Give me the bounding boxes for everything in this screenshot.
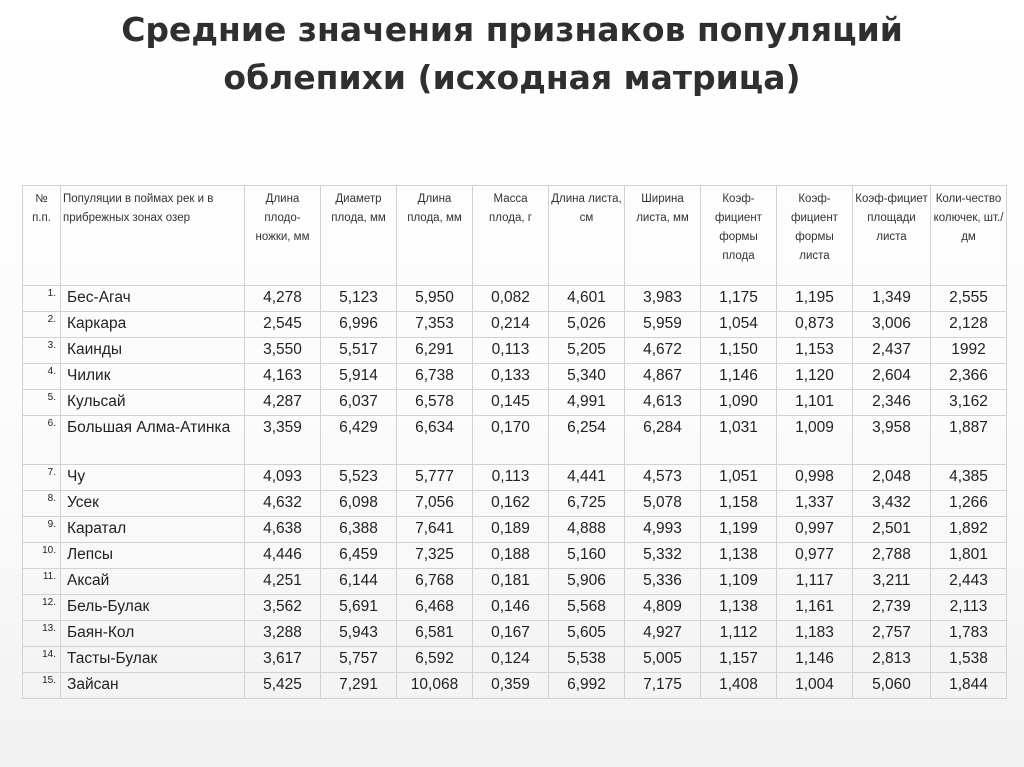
column-header-trait: Коли-чество колючек, шт./дм — [931, 186, 1007, 286]
population-name-cell: Бель-Булак — [61, 595, 245, 621]
value-cell: 4,991 — [549, 390, 625, 416]
column-header-trait: Коэф-фициент формы листа — [777, 186, 853, 286]
row-number-cell: 8. — [23, 491, 61, 517]
value-cell: 6,284 — [625, 416, 701, 465]
value-cell: 4,573 — [625, 465, 701, 491]
table-row — [23, 517, 1007, 543]
value-cell: 7,641 — [397, 517, 473, 543]
value-cell: 1,150 — [701, 338, 777, 364]
value-cell: 2,501 — [853, 517, 931, 543]
population-name-cell: Бес-Агач — [61, 286, 245, 312]
value-cell: 5,332 — [625, 543, 701, 569]
value-cell: 4,278 — [245, 286, 321, 312]
page-title-line2: облепихи (исходная матрица) — [223, 58, 801, 97]
value-cell: 1,783 — [931, 621, 1007, 647]
value-cell: 4,993 — [625, 517, 701, 543]
value-cell: 1,158 — [701, 491, 777, 517]
value-cell: 4,613 — [625, 390, 701, 416]
value-cell: 2,443 — [931, 569, 1007, 595]
table-body — [23, 286, 1007, 699]
row-number-cell: 12. — [23, 595, 61, 621]
value-cell: 1,801 — [931, 543, 1007, 569]
value-cell: 2,739 — [853, 595, 931, 621]
table-row — [23, 673, 1007, 699]
population-name-cell: Зайсан — [61, 673, 245, 699]
value-cell: 2,048 — [853, 465, 931, 491]
value-cell: 4,927 — [625, 621, 701, 647]
value-cell: 0,170 — [473, 416, 549, 465]
value-cell: 6,634 — [397, 416, 473, 465]
value-cell: 1,146 — [701, 364, 777, 390]
value-cell: 6,738 — [397, 364, 473, 390]
value-cell: 3,211 — [853, 569, 931, 595]
value-cell: 5,777 — [397, 465, 473, 491]
value-cell: 6,468 — [397, 595, 473, 621]
value-cell: 5,950 — [397, 286, 473, 312]
value-cell: 1,031 — [701, 416, 777, 465]
value-cell: 1,538 — [931, 647, 1007, 673]
value-cell: 1,112 — [701, 621, 777, 647]
value-cell: 3,006 — [853, 312, 931, 338]
value-cell: 4,163 — [245, 364, 321, 390]
population-name-cell: Каркара — [61, 312, 245, 338]
column-header-trait: Диаметр плода, мм — [321, 186, 397, 286]
table-row — [23, 543, 1007, 569]
value-cell: 4,638 — [245, 517, 321, 543]
column-header-trait: Ширина листа, мм — [625, 186, 701, 286]
table-row — [23, 595, 1007, 621]
value-cell: 2,437 — [853, 338, 931, 364]
column-header-trait: Коэф-фициет площади листа — [853, 186, 931, 286]
value-cell: 6,592 — [397, 647, 473, 673]
value-cell: 4,441 — [549, 465, 625, 491]
row-number-cell: 6. — [23, 416, 61, 465]
table-row — [23, 491, 1007, 517]
value-cell: 5,691 — [321, 595, 397, 621]
value-cell: 0,998 — [777, 465, 853, 491]
row-number-cell: 11. — [23, 569, 61, 595]
value-cell: 3,359 — [245, 416, 321, 465]
value-cell: 3,550 — [245, 338, 321, 364]
value-cell: 2,555 — [931, 286, 1007, 312]
table-row — [23, 312, 1007, 338]
value-cell: 0,214 — [473, 312, 549, 338]
value-cell: 2,604 — [853, 364, 931, 390]
population-name-cell: Усек — [61, 491, 245, 517]
value-cell: 7,175 — [625, 673, 701, 699]
value-cell: 1,138 — [701, 595, 777, 621]
value-cell: 5,340 — [549, 364, 625, 390]
value-cell: 0,146 — [473, 595, 549, 621]
value-cell: 1,195 — [777, 286, 853, 312]
value-cell: 1,199 — [701, 517, 777, 543]
value-cell: 1,157 — [701, 647, 777, 673]
value-cell: 5,914 — [321, 364, 397, 390]
value-cell: 2,366 — [931, 364, 1007, 390]
table-row — [23, 465, 1007, 491]
row-number-cell: 15. — [23, 673, 61, 699]
table-header-row — [23, 186, 1007, 286]
row-number-cell: 1. — [23, 286, 61, 312]
value-cell: 1,117 — [777, 569, 853, 595]
value-cell: 4,251 — [245, 569, 321, 595]
column-header-trait: Длина плодо-ножки, мм — [245, 186, 321, 286]
population-name-cell: Каинды — [61, 338, 245, 364]
value-cell: 0,145 — [473, 390, 549, 416]
row-number-cell: 2. — [23, 312, 61, 338]
row-number-cell: 7. — [23, 465, 61, 491]
value-cell: 6,388 — [321, 517, 397, 543]
value-cell: 1,337 — [777, 491, 853, 517]
population-name-cell: Большая Алма-Атинка — [61, 416, 245, 465]
value-cell: 0,167 — [473, 621, 549, 647]
value-cell: 6,144 — [321, 569, 397, 595]
value-cell: 1,054 — [701, 312, 777, 338]
value-cell: 7,056 — [397, 491, 473, 517]
value-cell: 0,997 — [777, 517, 853, 543]
page-title-line1: Средние значения признаков популяций — [121, 10, 903, 49]
value-cell: 6,429 — [321, 416, 397, 465]
value-cell: 0,359 — [473, 673, 549, 699]
value-cell: 7,325 — [397, 543, 473, 569]
value-cell: 3,432 — [853, 491, 931, 517]
value-cell: 6,291 — [397, 338, 473, 364]
value-cell: 6,098 — [321, 491, 397, 517]
value-cell: 6,254 — [549, 416, 625, 465]
value-cell: 1,408 — [701, 673, 777, 699]
value-cell: 3,288 — [245, 621, 321, 647]
column-header-trait: Длина листа, см — [549, 186, 625, 286]
row-number-cell: 14. — [23, 647, 61, 673]
value-cell: 10,068 — [397, 673, 473, 699]
value-cell: 6,725 — [549, 491, 625, 517]
value-cell: 2,813 — [853, 647, 931, 673]
value-cell: 5,060 — [853, 673, 931, 699]
value-cell: 1,892 — [931, 517, 1007, 543]
value-cell: 0,977 — [777, 543, 853, 569]
value-cell: 5,336 — [625, 569, 701, 595]
value-cell: 5,757 — [321, 647, 397, 673]
population-name-cell: Тасты-Булак — [61, 647, 245, 673]
value-cell: 5,517 — [321, 338, 397, 364]
value-cell: 6,459 — [321, 543, 397, 569]
value-cell: 5,568 — [549, 595, 625, 621]
value-cell: 5,523 — [321, 465, 397, 491]
value-cell: 6,578 — [397, 390, 473, 416]
value-cell: 5,160 — [549, 543, 625, 569]
page-title — [40, 6, 984, 102]
value-cell: 1,138 — [701, 543, 777, 569]
value-cell: 0,124 — [473, 647, 549, 673]
column-header-population: Популяции в поймах рек и в прибрежных зонах озер — [61, 186, 245, 286]
row-number-cell: 4. — [23, 364, 61, 390]
table-row — [23, 390, 1007, 416]
population-name-cell: Баян-Кол — [61, 621, 245, 647]
value-cell: 0,188 — [473, 543, 549, 569]
value-cell: 1,153 — [777, 338, 853, 364]
value-cell: 0,133 — [473, 364, 549, 390]
value-cell: 4,093 — [245, 465, 321, 491]
value-cell: 2,545 — [245, 312, 321, 338]
value-cell: 1,349 — [853, 286, 931, 312]
table-row — [23, 364, 1007, 390]
value-cell: 2,788 — [853, 543, 931, 569]
value-cell: 6,768 — [397, 569, 473, 595]
value-cell: 1,109 — [701, 569, 777, 595]
value-cell: 1,146 — [777, 647, 853, 673]
row-number-cell: 13. — [23, 621, 61, 647]
value-cell: 4,385 — [931, 465, 1007, 491]
value-cell: 5,078 — [625, 491, 701, 517]
column-header-trait: Коэф-фициент формы плода — [701, 186, 777, 286]
table-row — [23, 338, 1007, 364]
value-cell: 6,581 — [397, 621, 473, 647]
value-cell: 5,026 — [549, 312, 625, 338]
value-cell: 3,958 — [853, 416, 931, 465]
value-cell: 5,959 — [625, 312, 701, 338]
row-number-cell: 3. — [23, 338, 61, 364]
value-cell: 3,617 — [245, 647, 321, 673]
value-cell: 2,113 — [931, 595, 1007, 621]
value-cell: 4,601 — [549, 286, 625, 312]
value-cell: 4,632 — [245, 491, 321, 517]
value-cell: 3,983 — [625, 286, 701, 312]
value-cell: 1,183 — [777, 621, 853, 647]
value-cell: 1,090 — [701, 390, 777, 416]
table-row — [23, 416, 1007, 465]
value-cell: 2,346 — [853, 390, 931, 416]
value-cell: 4,867 — [625, 364, 701, 390]
population-name-cell: Лепсы — [61, 543, 245, 569]
value-cell: 0,162 — [473, 491, 549, 517]
value-cell: 5,123 — [321, 286, 397, 312]
value-cell: 1992 — [931, 338, 1007, 364]
value-cell: 5,425 — [245, 673, 321, 699]
value-cell: 6,992 — [549, 673, 625, 699]
data-table — [22, 185, 1007, 699]
value-cell: 0,082 — [473, 286, 549, 312]
value-cell: 1,887 — [931, 416, 1007, 465]
value-cell: 4,287 — [245, 390, 321, 416]
value-cell: 1,120 — [777, 364, 853, 390]
value-cell: 5,538 — [549, 647, 625, 673]
value-cell: 0,181 — [473, 569, 549, 595]
value-cell: 5,605 — [549, 621, 625, 647]
value-cell: 7,291 — [321, 673, 397, 699]
value-cell: 3,562 — [245, 595, 321, 621]
table-row — [23, 621, 1007, 647]
value-cell: 4,672 — [625, 338, 701, 364]
population-name-cell: Каратал — [61, 517, 245, 543]
table-row — [23, 647, 1007, 673]
column-header-number: № п.п. — [23, 186, 61, 286]
value-cell: 5,205 — [549, 338, 625, 364]
value-cell: 6,996 — [321, 312, 397, 338]
value-cell: 1,844 — [931, 673, 1007, 699]
table-header — [23, 186, 1007, 286]
population-name-cell: Аксай — [61, 569, 245, 595]
row-number-cell: 10. — [23, 543, 61, 569]
value-cell: 0,113 — [473, 338, 549, 364]
value-cell: 0,113 — [473, 465, 549, 491]
value-cell: 0,189 — [473, 517, 549, 543]
value-cell: 3,162 — [931, 390, 1007, 416]
value-cell: 5,943 — [321, 621, 397, 647]
value-cell: 5,906 — [549, 569, 625, 595]
value-cell: 1,101 — [777, 390, 853, 416]
value-cell: 6,037 — [321, 390, 397, 416]
value-cell: 5,005 — [625, 647, 701, 673]
value-cell: 4,809 — [625, 595, 701, 621]
value-cell: 4,446 — [245, 543, 321, 569]
value-cell: 4,888 — [549, 517, 625, 543]
value-cell: 1,161 — [777, 595, 853, 621]
value-cell: 2,757 — [853, 621, 931, 647]
column-header-trait: Длина плода, мм — [397, 186, 473, 286]
value-cell: 1,009 — [777, 416, 853, 465]
value-cell: 0,873 — [777, 312, 853, 338]
value-cell: 1,266 — [931, 491, 1007, 517]
column-header-trait: Масса плода, г — [473, 186, 549, 286]
table-row — [23, 286, 1007, 312]
value-cell: 2,128 — [931, 312, 1007, 338]
population-name-cell: Кульсай — [61, 390, 245, 416]
value-cell: 1,004 — [777, 673, 853, 699]
population-name-cell: Чу — [61, 465, 245, 491]
value-cell: 1,175 — [701, 286, 777, 312]
population-name-cell: Чилик — [61, 364, 245, 390]
table-row — [23, 569, 1007, 595]
row-number-cell: 5. — [23, 390, 61, 416]
value-cell: 7,353 — [397, 312, 473, 338]
value-cell: 1,051 — [701, 465, 777, 491]
row-number-cell: 9. — [23, 517, 61, 543]
